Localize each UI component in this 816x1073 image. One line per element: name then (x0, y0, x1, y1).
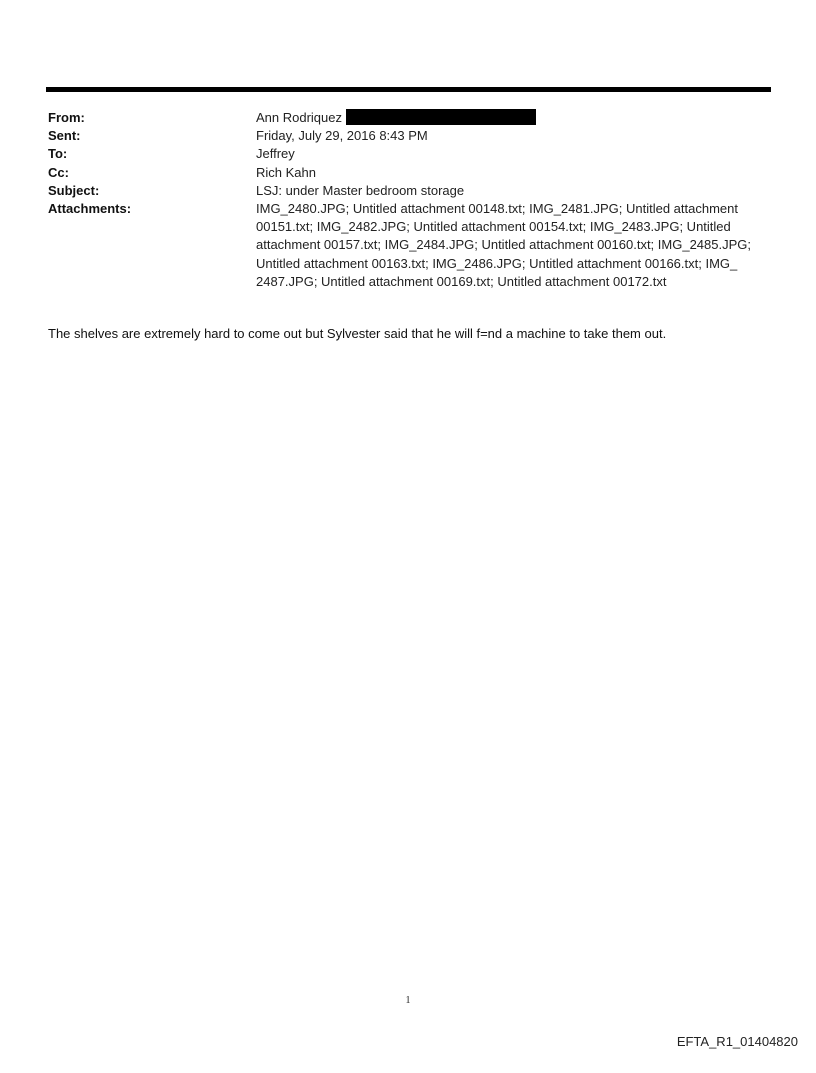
header-value-sent: Friday, July 29, 2016 8:43 PM (256, 128, 428, 144)
header-label-to: To: (48, 146, 68, 162)
sender-name: Ann Rodriquez (256, 110, 342, 125)
header-value-to: Jeffrey (256, 146, 295, 162)
attachments-line: 00151.txt; IMG_2482.JPG; Untitled attachment 00154.txt; IMG_2483.JPG; Untitled (256, 219, 731, 235)
header-label-cc: Cc: (48, 164, 69, 180)
header-value-subject: LSJ: under Master bedroom storage (256, 182, 465, 198)
attachments-line: attachment 00157.txt; IMG_2484.JPG; Untitled attachment 00160.txt; IMG_2485.JPG; (256, 237, 751, 253)
header-value-attachments (256, 200, 770, 291)
header-row-subject (48, 182, 770, 200)
header-label-subject: Subject: (48, 182, 100, 198)
header-label-attachments: Attachments: (48, 201, 132, 217)
header-label-from: From: (48, 110, 85, 125)
header-row-to (48, 145, 770, 163)
header-row-from (48, 109, 770, 127)
document-id: EFTA_R1_01404820 (676, 1034, 798, 1049)
header-value-from (256, 109, 770, 127)
header-row-attachments (48, 200, 770, 291)
header-value-cc: Rich Kahn (256, 164, 316, 180)
redaction-box (346, 109, 536, 125)
attachments-line: 2487.JPG; Untitled attachment 00169.txt; Untitled attachment 00172.txt (256, 273, 667, 289)
header-row-cc (48, 164, 770, 182)
header-label-sent: Sent: (48, 128, 81, 144)
email-body: The shelves are extremely hard to come out but Sylvester said that he will f=nd a machine to take them out. (48, 326, 667, 341)
email-headers (48, 109, 770, 291)
header-row-sent (48, 127, 770, 145)
header-rule (46, 87, 771, 92)
attachments-line: IMG_2480.JPG; Untitled attachment 00148.txt; IMG_2481.JPG; Untitled attachment (256, 201, 738, 217)
page-number: 1 (405, 995, 411, 1006)
attachments-line: Untitled attachment 00163.txt; IMG_2486.JPG; Untitled attachment 00166.txt; IMG_ (256, 255, 738, 271)
